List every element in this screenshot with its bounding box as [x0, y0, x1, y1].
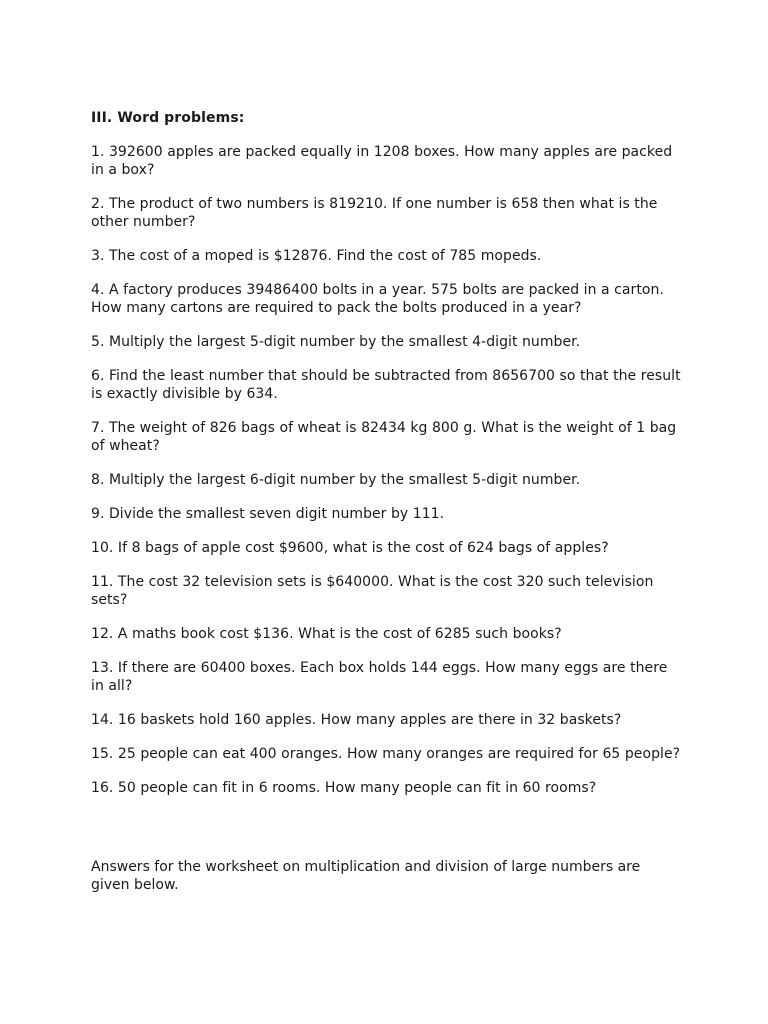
- problem-item: 7. The weight of 826 bags of wheat is 82434 kg 800 g. What is the weight of 1 bag of wheat?: [91, 420, 677, 454]
- problem-item: 12. A maths book cost $136. What is the cost of 6285 such books?: [91, 626, 562, 642]
- problem-item: 8. Multiply the largest 6-digit number by the smallest 5-digit number.: [91, 472, 581, 488]
- problem-item: 13. If there are 60400 boxes. Each box holds 144 eggs. How many eggs are there in all?: [91, 660, 668, 694]
- problem-item: 5. Multiply the largest 5-digit number by the smallest 4-digit number.: [91, 334, 581, 350]
- problem-item: 1. 392600 apples are packed equally in 1208 boxes. How many apples are packed in a box?: [91, 144, 673, 178]
- problem-item: 14. 16 baskets hold 160 apples. How many apples are there in 32 baskets?: [91, 712, 622, 728]
- problem-item: 16. 50 people can fit in 6 rooms. How many people can fit in 60 rooms?: [91, 780, 597, 796]
- section-heading: III. Word problems:: [91, 110, 245, 126]
- problem-item: 4. A factory produces 39486400 bolts in a year. 575 bolts are packed in a carton. How many cartons are required to pack the bolts produced in a year?: [91, 282, 664, 316]
- problem-item: 9. Divide the smallest seven digit number by 111.: [91, 506, 445, 522]
- answers-note: Answers for the worksheet on multiplication and division of large numbers are given below.: [91, 859, 641, 893]
- word-problems-section: [91, 109, 681, 813]
- problem-item: 2. The product of two numbers is 819210. If one number is 658 then what is the other number?: [91, 196, 658, 230]
- problem-item: 11. The cost 32 television sets is $640000. What is the cost 320 such television sets?: [91, 574, 654, 608]
- problem-item: 3. The cost of a moped is $12876. Find the cost of 785 mopeds.: [91, 248, 542, 264]
- problem-item: 6. Find the least number that should be subtracted from 8656700 so that the result is exactly divisible by 634.: [91, 368, 681, 402]
- problem-item: 15. 25 people can eat 400 oranges. How many oranges are required for 65 people?: [91, 746, 681, 762]
- problem-item: 10. If 8 bags of apple cost $9600, what is the cost of 624 bags of apples?: [91, 540, 609, 556]
